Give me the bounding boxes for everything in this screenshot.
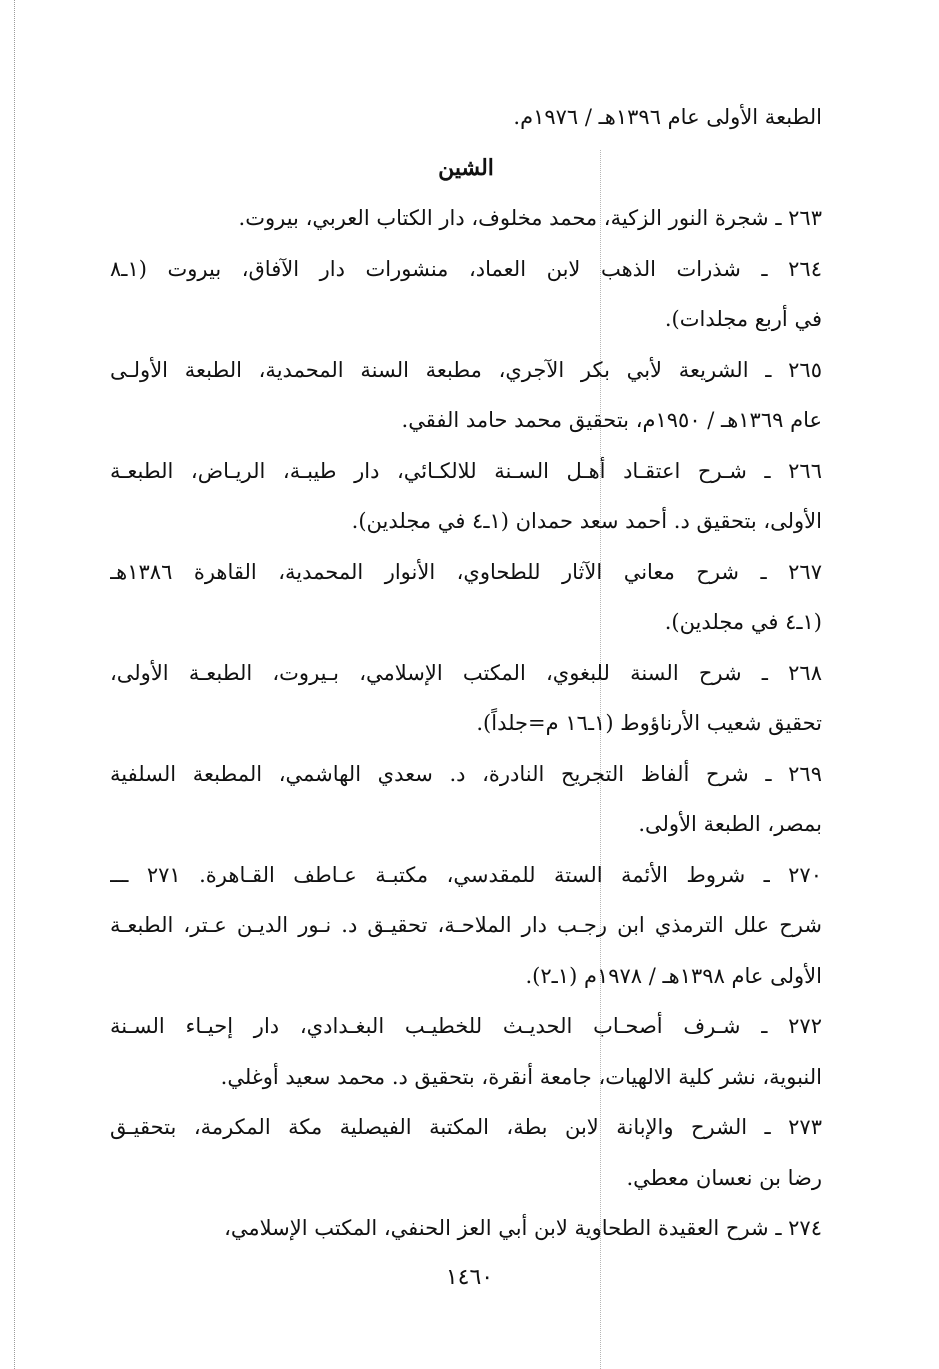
document-page — [110, 92, 822, 1254]
text-line: ٢٧٢ ـ شـرف أصحـاب الحديـث للخطيـب البغـدادي، دار إحيـاء السـنة — [110, 1014, 822, 1038]
text-line: الطبعة الأولى عام ١٣٩٦هـ / ١٩٧٦م. — [513, 105, 822, 129]
page-number: ١٤٦٠ — [445, 1265, 494, 1290]
text-line: ٢٦٨ ـ شرح السنة للبغوي، المكتب الإسلامي، بـيروت، الطبعـة الأولى، — [110, 660, 822, 685]
text-line: ٢٦٤ ـ شذرات الذهب لابن العماد، منشورات دار الآفاق، بيروت (١ـ٨ — [110, 256, 822, 281]
text-line: ٢٧٣ ـ الشرح والإبانة لابن بطة، المكتبة الفيصلية مكة المكرمة، بتحقيـق — [110, 1115, 822, 1139]
text-line: ٢٦٩ ـ شرح ألفاظ التجريح النادرة، د. سعدي الهاشمي، المطبعة السلفية — [110, 761, 822, 786]
text-line: شرح علل الترمذي ابن رجـب دار الملاحـة، تحقيـق د. نـور الديـن عـتر، الطبعـة — [110, 913, 822, 937]
text-line: رضا بن نعسان معطي. — [626, 1165, 822, 1190]
text-line: ٢٦٦ ـ شـرح اعتقـاد أهـل السـنة للالكـائي، دار طيبـة، الريـاض، الطبعـة — [110, 458, 822, 483]
text-line: بمصر، الطبعة الأولى. — [638, 812, 822, 836]
text-line: ٢٧٠ ـ شروط الأئمة الستة للمقدسي، مكتبـة عـاطف القـاهرة. ٢٧١ ـــ — [110, 862, 822, 887]
text-line: الأولى عام ١٣٩٨هـ / ١٩٧٨م (١ـ٢). — [525, 963, 822, 988]
text-line: ٢٦٣ ـ شجرة النور الزكية، محمد مخلوف، دار الكتاب العربي، بيروت. — [238, 206, 822, 230]
text-line: ٢٦٧ ـ شرح معاني الآثار للطحاوي، الأنوار المحمدية، القاهرة ١٣٨٦هـ — [110, 559, 822, 584]
section-heading: الشين — [438, 154, 494, 181]
text-line: تحقيق شعيب الأرناؤوط (١ـ١٦ م=جلداً). — [476, 711, 822, 735]
text-line: (١ـ٤ في مجلدين). — [664, 610, 822, 634]
scan-margin-line — [14, 0, 15, 1369]
text-line: عام ١٣٦٩هـ / ١٩٥٠م، بتحقيق محمد حامد الفقي. — [401, 408, 822, 432]
text-line: النبوية، نشر كلية الالهيات، جامعة أنقرة، بتحقيق د. محمد سعيد أوغلي. — [220, 1064, 822, 1089]
text-line: ٢٧٤ ـ شرح العقيدة الطحاوية لابن أبي العز الحنفي، المكتب الإسلامي، — [224, 1216, 822, 1240]
text-line: الأولى، بتحقيق د. أحمد سعد حمدان (١ـ٤ في مجلدين). — [351, 509, 822, 533]
text-line: في أربع مجلدات). — [664, 307, 822, 331]
text-line: ٢٦٥ ـ الشريعة لأبي بكر الآجري، مطبعة السنة المحمدية، الطبعة الأولـى — [110, 357, 822, 382]
